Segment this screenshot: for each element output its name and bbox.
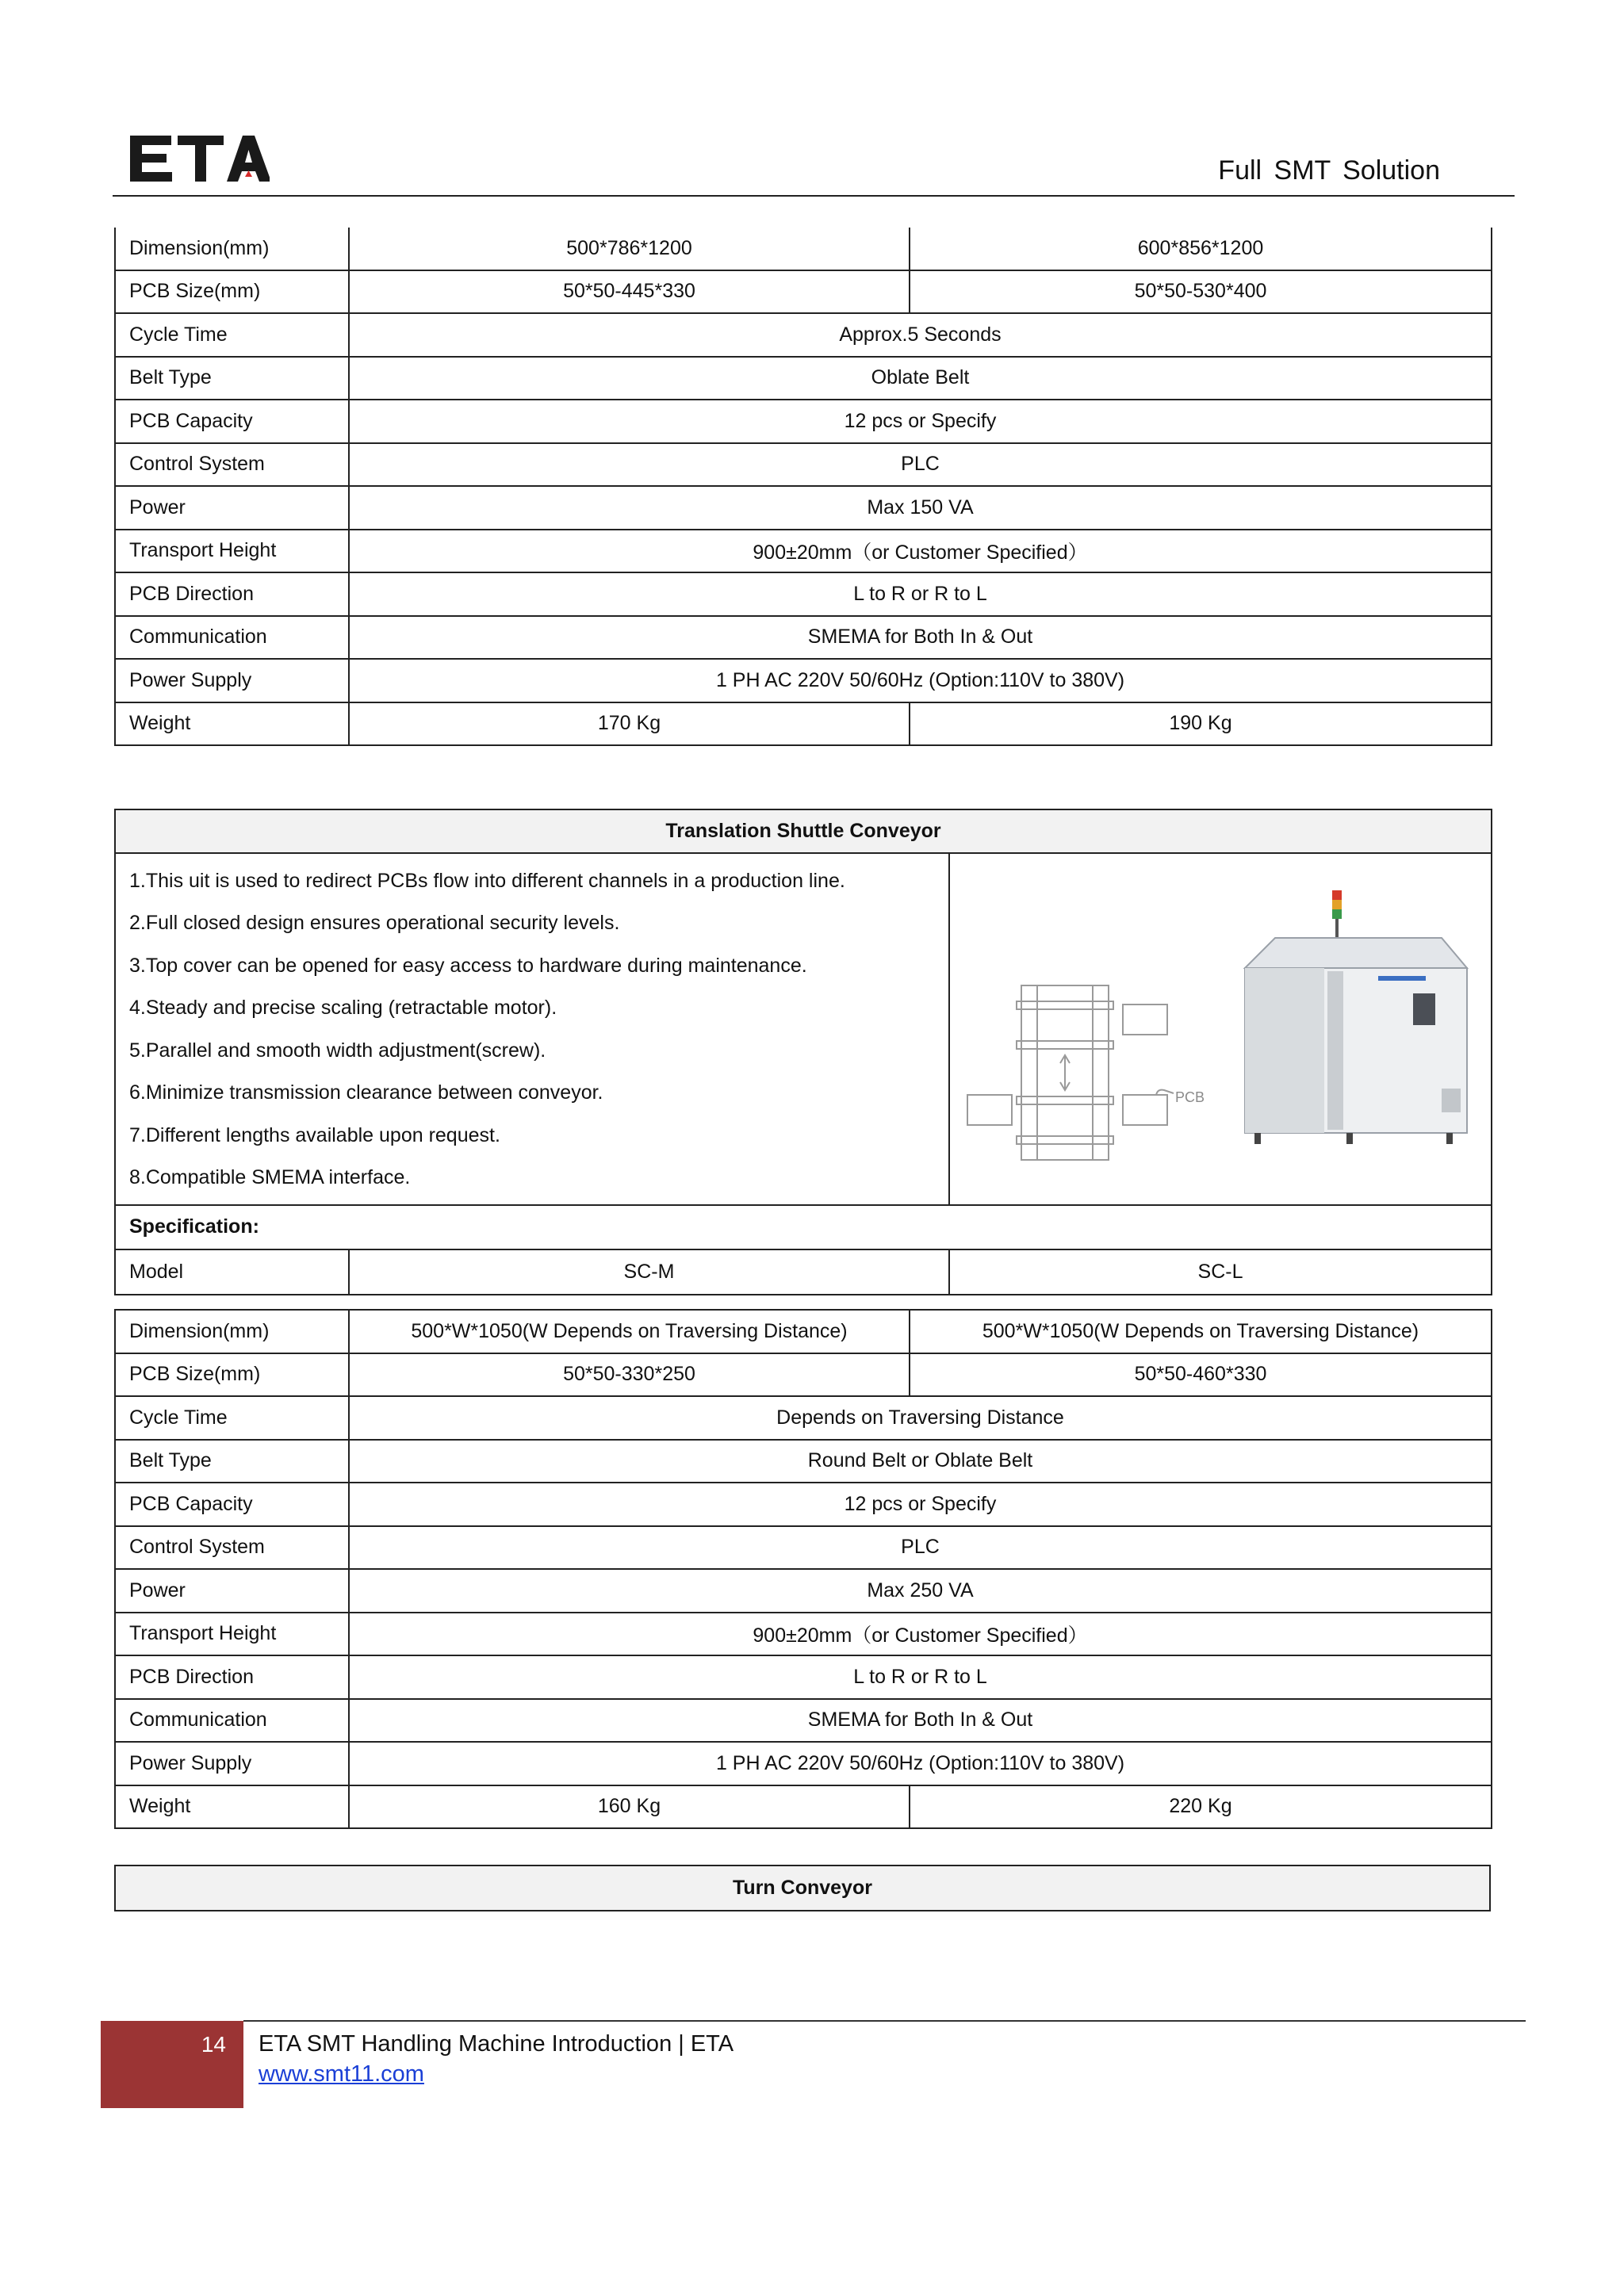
row-label: Communication [115, 616, 349, 660]
feature-item: 6.Minimize transmission clearance between conveyor. [129, 1081, 603, 1104]
row-value: 900±20mm（or Customer Specified） [349, 530, 1492, 573]
row-label: PCB Capacity [115, 1483, 349, 1526]
feature-item: 1.This uit is used to redirect PCBs flow into different channels in a production line. [129, 869, 845, 892]
table-row [115, 1249, 1492, 1295]
header-tagline: Full SMT Solution [1218, 155, 1440, 186]
turn-conveyor-table [114, 1865, 1491, 1911]
table-row [115, 572, 1492, 616]
row-value: Max 150 VA [349, 486, 1492, 530]
table-row [115, 357, 1492, 400]
row-label: Dimension(mm) [115, 228, 349, 270]
row-label: Weight [115, 1785, 349, 1829]
table-row [115, 400, 1492, 443]
table-row [115, 1526, 1492, 1570]
table-row [115, 1440, 1492, 1483]
row-value: SC-M [349, 1249, 949, 1295]
footer-page-box [101, 2021, 243, 2108]
row-value: 190 Kg [910, 702, 1492, 746]
feature-list [115, 853, 949, 1205]
table-row [115, 228, 1492, 270]
page-number: 14 [201, 2032, 226, 2057]
row-label: Transport Height [115, 530, 349, 573]
row-label: Power Supply [115, 659, 349, 702]
row-label: Power [115, 1569, 349, 1613]
row-label: PCB Capacity [115, 400, 349, 443]
row-value: PLC [349, 443, 1492, 487]
table-row [115, 530, 1492, 573]
table-row [115, 616, 1492, 660]
row-value: 12 pcs or Specify [349, 1483, 1492, 1526]
table-row [115, 1699, 1492, 1743]
feature-item: 4.Steady and precise scaling (retractable motor). [129, 997, 557, 1019]
table-row [115, 1569, 1492, 1613]
section-title: Translation Shuttle Conveyor [115, 809, 1492, 853]
table-row [115, 1655, 1492, 1699]
table-row [115, 486, 1492, 530]
row-label: Dimension(mm) [115, 1310, 349, 1353]
row-label: Belt Type [115, 1440, 349, 1483]
row-label: Model [115, 1249, 349, 1295]
row-label: Control System [115, 443, 349, 487]
row-value: 50*50-445*330 [349, 270, 910, 314]
row-label: Cycle Time [115, 313, 349, 357]
row-value: 500*W*1050(W Depends on Traversing Distance) [910, 1310, 1492, 1353]
table-row [115, 1613, 1492, 1656]
row-value: Approx.5 Seconds [349, 313, 1492, 357]
row-value: 50*50-330*250 [349, 1353, 910, 1397]
diagram-label: PCB [1175, 1089, 1205, 1105]
row-value: 1 PH AC 220V 50/60Hz (Option:110V to 380V) [349, 659, 1492, 702]
row-value: L to R or R to L [349, 572, 1492, 616]
row-label: Transport Height [115, 1613, 349, 1656]
product-image-cell [949, 853, 1492, 1205]
row-label: PCB Direction [115, 572, 349, 616]
table-row [115, 1483, 1492, 1526]
row-value: PLC [349, 1526, 1492, 1570]
translation-shuttle-table [114, 809, 1492, 1295]
row-value: Oblate Belt [349, 357, 1492, 400]
row-value: SMEMA for Both In & Out [349, 1699, 1492, 1743]
table-row [115, 1785, 1492, 1829]
row-value: 600*856*1200 [910, 228, 1492, 270]
row-label: PCB Size(mm) [115, 270, 349, 314]
table-row [115, 1742, 1492, 1785]
row-value: 50*50-460*330 [910, 1353, 1492, 1397]
row-value: 500*W*1050(W Depends on Traversing Distance) [349, 1310, 910, 1353]
table-row [115, 443, 1492, 487]
row-label: Belt Type [115, 357, 349, 400]
feature-item: 8.Compatible SMEMA interface. [129, 1166, 411, 1188]
row-value: Max 250 VA [349, 1569, 1492, 1613]
feature-item: 7.Different lengths available upon request. [129, 1123, 500, 1146]
feature-item: 5.Parallel and smooth width adjustment(screw). [129, 1039, 546, 1062]
footer-divider [243, 2020, 1526, 2022]
row-value: 1 PH AC 220V 50/60Hz (Option:110V to 380V) [349, 1742, 1492, 1785]
row-value: Round Belt or Oblate Belt [349, 1440, 1492, 1483]
row-value: 12 pcs or Specify [349, 400, 1492, 443]
row-label: PCB Direction [115, 1655, 349, 1699]
row-value: 170 Kg [349, 702, 910, 746]
specification-label: Specification: [115, 1205, 1492, 1250]
table-row [115, 1310, 1492, 1353]
row-label: Cycle Time [115, 1396, 349, 1440]
translation-shuttle-spec-table [114, 1309, 1492, 1829]
footer-website-link[interactable]: www.smt11.com [259, 2061, 424, 2087]
shuttle-conveyor-image [950, 859, 1492, 1200]
section-title: Turn Conveyor [115, 1866, 1490, 1911]
feature-item: 2.Full closed design ensures operational security levels. [129, 912, 620, 934]
table-row [115, 659, 1492, 702]
shuttle-diagram [967, 985, 1174, 1160]
row-label: Weight [115, 702, 349, 746]
row-label: Power Supply [115, 1742, 349, 1785]
row-value: 160 Kg [349, 1785, 910, 1829]
header-divider [113, 195, 1515, 197]
feature-item: 3.Top cover can be opened for easy access to hardware during maintenance. [129, 954, 807, 977]
eta-logo [127, 131, 270, 186]
spec-table-previous [114, 228, 1492, 746]
row-value: Depends on Traversing Distance [349, 1396, 1492, 1440]
table-row [115, 702, 1492, 746]
row-value: 900±20mm（or Customer Specified） [349, 1613, 1492, 1656]
row-value: SC-L [949, 1249, 1492, 1295]
row-value: SMEMA for Both In & Out [349, 616, 1492, 660]
table-row [115, 1396, 1492, 1440]
row-label: PCB Size(mm) [115, 1353, 349, 1397]
row-value: 500*786*1200 [349, 228, 910, 270]
row-label: Communication [115, 1699, 349, 1743]
row-label: Control System [115, 1526, 349, 1570]
row-value: 220 Kg [910, 1785, 1492, 1829]
row-label: Power [115, 486, 349, 530]
table-row [115, 270, 1492, 314]
shuttle-machine-photo [1245, 890, 1467, 1144]
row-value: L to R or R to L [349, 1655, 1492, 1699]
footer-title: ETA SMT Handling Machine Introduction | ETA [259, 2031, 734, 2057]
table-row [115, 1353, 1492, 1397]
row-value: 50*50-530*400 [910, 270, 1492, 314]
table-row [115, 313, 1492, 357]
